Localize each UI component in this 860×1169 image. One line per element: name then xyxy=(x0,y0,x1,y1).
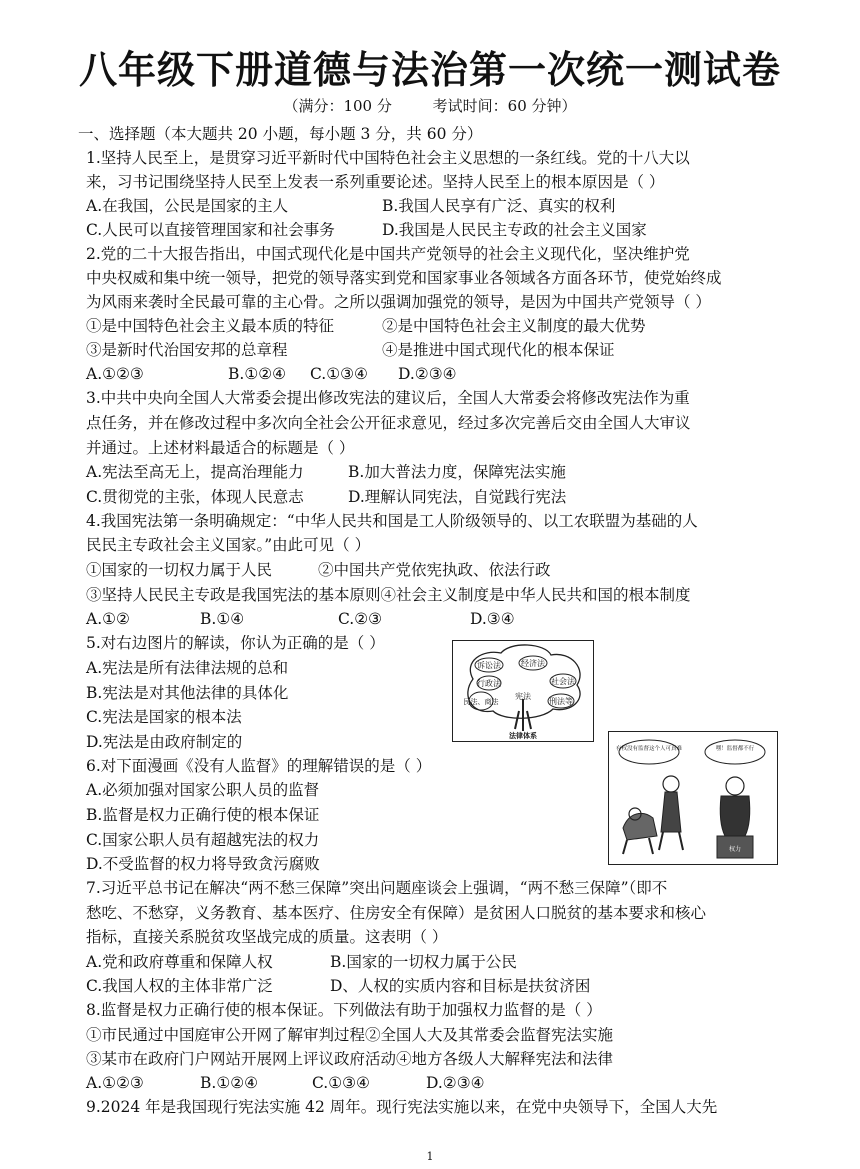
q2-option-b: B.①②④ xyxy=(228,365,287,383)
q2-line1: 2.党的二十大报告指出，中国式现代化是中国共产党领导的社会主义现代化，坚决维护党 xyxy=(86,245,690,263)
q7-line1: 7.习近平总书记在解决“两不愁三保障”突出问题座谈会上强调，“两不愁三保障”（即不 xyxy=(86,879,668,897)
node-social-law: 社会法 xyxy=(551,677,575,686)
q4-option-a: A.①② xyxy=(86,610,130,628)
node-constitution: 宪法 xyxy=(515,692,531,701)
q8-option-a: A.①②③ xyxy=(86,1074,144,1092)
cartoon-bubble-left: 有权没有监督这个人可真难 xyxy=(615,746,683,752)
q2-option-a: A.①②③ xyxy=(86,365,144,383)
q7-option-b: B.国家的一切权力属于公民 xyxy=(330,953,517,971)
q1-option-b: B.我国人民享有广泛、真实的权利 xyxy=(382,197,616,215)
q3-option-b: B.加大普法力度，保障宪法实施 xyxy=(348,463,566,481)
q8-option-b: B.①②④ xyxy=(200,1074,259,1092)
q4-statement-1: ①国家的一切权力属于人民 xyxy=(86,561,273,579)
q2-statement-3: ③是新时代治国安邦的总章程 xyxy=(86,341,288,359)
q5-option-a: A.宪法是所有法律法规的总和 xyxy=(86,659,289,677)
q7-option-d: D、人权的实质内容和目标是扶贫济困 xyxy=(330,977,591,995)
q4-statement-2: ②中国共产党依宪执政、依法行政 xyxy=(318,561,551,579)
q6-option-a: A.必须加强对国家公职人员的监督 xyxy=(86,781,320,799)
q4-option-d: D.③④ xyxy=(470,610,515,628)
q2-line3: 为风雨来袭时全民最可靠的主心骨。之所以强调加强党的领导，是因为中国共产党领导（ ） xyxy=(86,293,711,311)
node-litigation-law: 诉讼法 xyxy=(477,661,501,670)
q5-line1: 5.对右边图片的解读，你认为正确的是（ ） xyxy=(86,634,385,652)
q4-option-c: C.②③ xyxy=(338,610,383,628)
q6-option-c: C.国家公职人员有超越宪法的权力 xyxy=(86,831,320,849)
section-heading: 一、选择题（本大题共 20 小题，每小题 3 分，共 60 分） xyxy=(78,125,483,143)
q2-line2: 中央权威和集中统一领导，把党的领导落实到党和国家事业各领域各方面各环节，使党始终成 xyxy=(86,269,722,287)
q2-option-d: D.②③④ xyxy=(398,365,457,383)
exam-info xyxy=(0,96,860,116)
q2-option-c: C.①③④ xyxy=(310,365,368,383)
q4-statement-3-4: ③坚持人民民主专政是我国宪法的基本原则④社会主义制度是中华人民共和国的根本制度 xyxy=(86,586,691,604)
q4-option-b: B.①④ xyxy=(200,610,245,628)
q4-line1: 4.我国宪法第一条明确规定：“中华人民共和国是工人阶级领导的、以工农联盟为基础的人 xyxy=(86,512,698,530)
q4-line2: 民民主专政社会主义国家。”由此可见（ ） xyxy=(86,536,371,554)
q7-line3: 指标，直接关系脱贫攻坚战完成的质量。这表明（ ） xyxy=(86,928,448,946)
q8-line1: 8.监督是权力正确行使的根本保证。下列做法有助于加强权力监督的是（ ） xyxy=(86,1001,602,1019)
q2-statement-1: ①是中国特色社会主义最本质的特征 xyxy=(86,317,335,335)
q5-option-c: C.宪法是国家的根本法 xyxy=(86,708,242,726)
q8-option-d: D.②③④ xyxy=(426,1074,485,1092)
time-info: 考试时间：60 分钟） xyxy=(432,97,577,115)
page-title: 八年级下册道德与法治第一次统一测试卷 xyxy=(78,47,781,92)
q1-option-c: C.人民可以直接管理国家和社会事务 xyxy=(86,221,335,239)
q3-line3: 并通过。上述材料最适合的标题是（ ） xyxy=(86,439,355,457)
q1-option-a: A.在我国，公民是国家的主人 xyxy=(86,197,289,215)
q1-line2: 来，习书记围绕坚持人民至上发表一系列重要论述。坚持人民至上的根本原因是（ ） xyxy=(86,173,665,191)
page-number: 1 xyxy=(426,1150,434,1163)
node-civil-commercial-law: 民法、商法 xyxy=(463,698,499,706)
q3-line2: 点任务，并在修改过程中多次向全社会公开征求意见，经过多次完善后交由全国人大审议 xyxy=(86,414,691,432)
q5-option-d: D.宪法是由政府制定的 xyxy=(86,733,243,751)
legal-system-figure xyxy=(452,640,594,742)
q3-line1: 3.中共中央向全国人大常委会提出修改宪法的建议后，全国人大常委会将修改宪法作为重 xyxy=(86,389,690,407)
q6-option-d: D.不受监督的权力将导致贪污腐败 xyxy=(86,855,320,873)
q7-line2: 愁吃、不愁穿，义务教育、基本医疗、住房安全有保障）是贫困人口脱贫的基本要求和核心 xyxy=(86,904,707,922)
figure-caption: 法律体系 xyxy=(509,732,537,740)
q1-line1: 1.坚持人民至上，是贯穿习近平新时代中国特色社会主义思想的一条红线。党的十八大以 xyxy=(86,149,690,167)
q3-option-a: A.宪法至高无上，提高治理能力 xyxy=(86,463,304,481)
node-criminal-law: 刑法等 xyxy=(549,697,573,706)
supervision-cartoon xyxy=(608,731,778,865)
q8-statement-1-2: ①市民通过中国庭审公开网了解审判过程②全国人大及其常委会监督宪法实施 xyxy=(86,1026,614,1044)
cartoon-illustration xyxy=(609,732,777,864)
node-administrative-law: 行政法 xyxy=(477,679,501,688)
q7-option-c: C.我国人权的主体非常广泛 xyxy=(86,977,273,995)
q8-statement-3-4: ③某市在政府门户网站开展网上评议政府活动④地方各级人大解释宪法和法律 xyxy=(86,1050,614,1068)
cartoon-bubble-right: 嘿！监督都不行 xyxy=(715,746,755,752)
q3-option-d: D.理解认同宪法，自觉践行宪法 xyxy=(348,488,567,506)
q9-line1: 9.2024 年是我国现行宪法实施 42 周年。现行宪法实施以来，在党中央领导下，全国人大先 xyxy=(86,1098,718,1116)
q6-line1: 6.对下面漫画《没有人监督》的理解错误的是（ ） xyxy=(86,757,432,775)
legal-system-tree-illustration xyxy=(453,641,593,741)
q2-statement-2: ②是中国特色社会主义制度的最大优势 xyxy=(382,317,646,335)
q7-option-a: A.党和政府尊重和保障人权 xyxy=(86,953,273,971)
cartoon-sign: 权力 xyxy=(728,846,742,853)
q1-option-d: D.我国是人民民主专政的社会主义国家 xyxy=(382,221,647,239)
q5-option-b: B.宪法是对其他法律的具体化 xyxy=(86,684,289,702)
q3-option-c: C.贯彻党的主张，体现人民意志 xyxy=(86,488,304,506)
q6-option-b: B.监督是权力正确行使的根本保证 xyxy=(86,806,320,824)
q8-option-c: C.①③④ xyxy=(312,1074,370,1092)
node-economic-law: 经济法 xyxy=(521,659,545,668)
q2-statement-4: ④是推进中国式现代化的根本保证 xyxy=(382,341,615,359)
score-info: （满分：100 分 xyxy=(283,97,392,115)
